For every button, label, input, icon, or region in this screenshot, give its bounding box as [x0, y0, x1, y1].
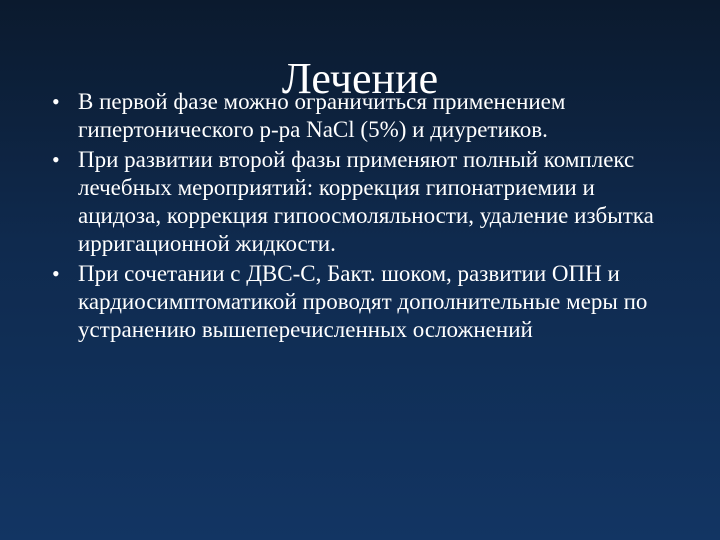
- bullet-item: [52, 88, 672, 144]
- bullet-text: При развитии второй фазы применяют полный комплекс лечебных мероприятий: коррекция гипонатриемии и ацидоза, коррекция гипоосмоляльности, удаление избытка ирригационной жидкости.: [78, 147, 654, 256]
- bullet-item: [52, 260, 672, 344]
- slide-title: Лечение: [281, 54, 439, 104]
- bullet-text: В первой фазе можно ограничиться применением гипертонического р-ра NaCl (5%) и диуретиков.: [78, 89, 566, 142]
- bullet-text: При сочетании с ДВС-С, Бакт. шоком, развитии ОПН и кардиосимптоматикой проводят дополнительные меры по устранению вышеперечисленных осложнений: [78, 261, 648, 342]
- bullet-item: [52, 146, 672, 258]
- bullet-icon: •: [52, 261, 60, 286]
- bullet-icon: •: [52, 147, 60, 172]
- bullet-list: [52, 88, 672, 346]
- bullet-icon: •: [52, 89, 60, 114]
